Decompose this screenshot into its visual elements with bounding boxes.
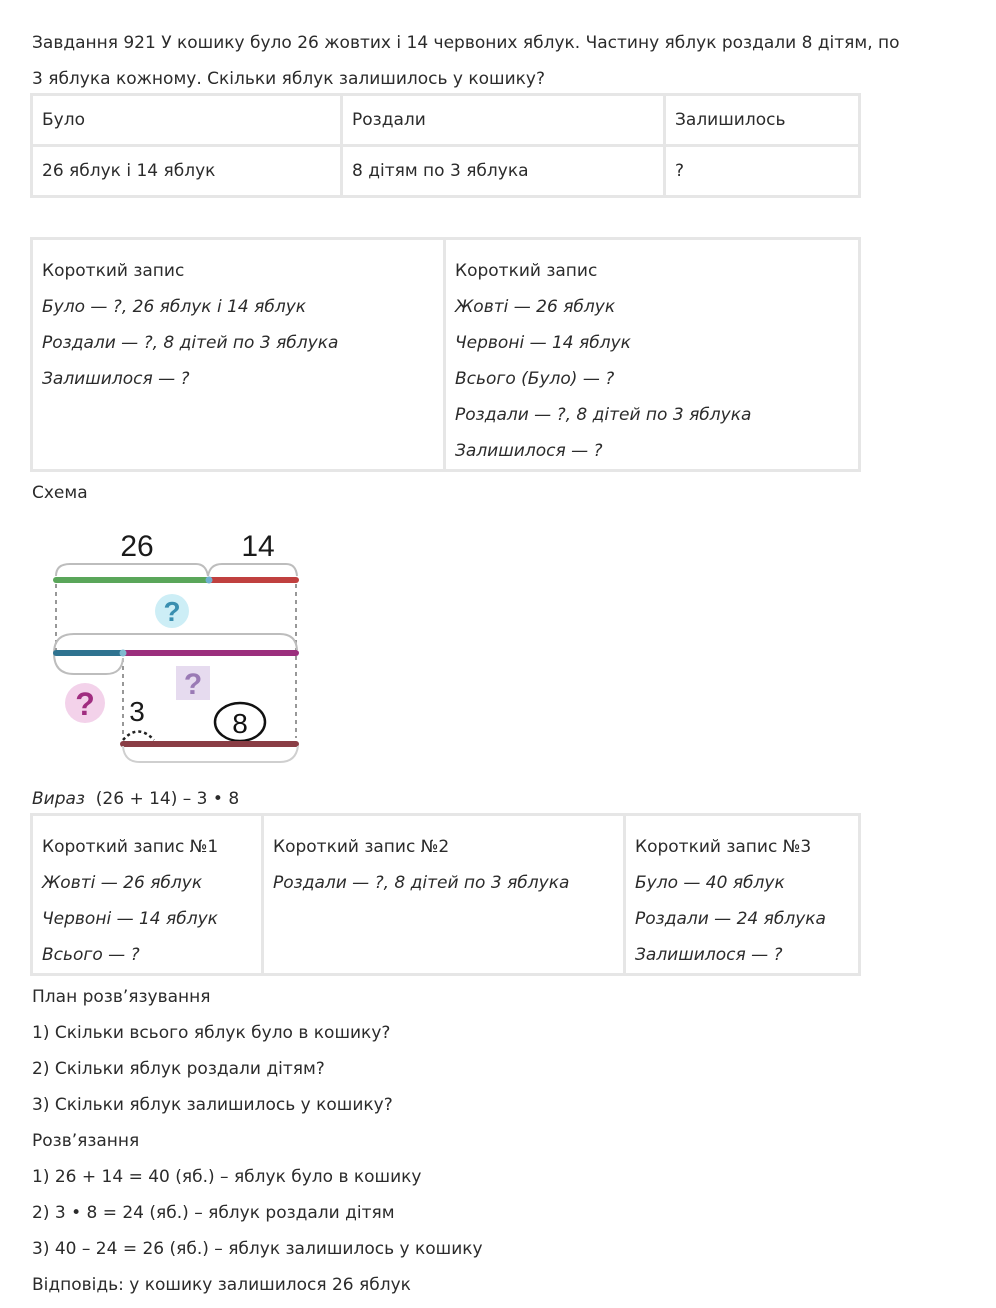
- short-note-item: Роздали — ?, 8 дітей по 3 яблука: [455, 405, 752, 425]
- short-note-item: Роздали — 24 яблука: [635, 909, 826, 929]
- short-note-cell: [32, 239, 445, 471]
- short-note-cell: [445, 239, 860, 471]
- expression-value: (26 + 14) – 3 • 8: [95, 789, 240, 809]
- segment-joint-dot-2: [120, 650, 127, 657]
- scheme-group-count: 8: [232, 708, 248, 739]
- short-note-cell: [625, 815, 860, 975]
- solution-title: Розв’язання: [32, 1131, 140, 1151]
- group-arc: [123, 732, 154, 741]
- segment-joint-dot: [206, 577, 213, 584]
- short-note-item: Залишилося — ?: [635, 945, 783, 965]
- short-note-item: Роздали — ?, 8 дітей по 3 яблука: [273, 873, 570, 893]
- expression: [32, 788, 239, 810]
- short-note-item: Було — ?, 26 яблук і 14 яблук: [42, 297, 307, 317]
- short-note-title: Короткий запис №2: [273, 837, 450, 857]
- short-note-item: Жовті — 26 яблук: [42, 873, 203, 893]
- short-note-item: Червоні — 14 яблук: [455, 333, 631, 353]
- short-note-item: Було — 40 яблук: [635, 873, 785, 893]
- scheme-group-size: 3: [129, 696, 145, 727]
- short-note-item: Роздали — ?, 8 дітей по 3 яблука: [42, 333, 339, 353]
- scheme-value-26: 26: [120, 530, 154, 563]
- task-text-line-1: Завдання 921 У кошику було 26 жовтих і 14 червоних яблук. Частину яблук роздали 8 дітям, по: [32, 33, 900, 53]
- scheme-value-14: 14: [241, 530, 275, 563]
- numbered-short-notes-table: [30, 813, 861, 976]
- short-note-item: Всього (Було) — ?: [455, 369, 615, 389]
- short-notes-table: [30, 237, 861, 472]
- short-note-item: Червоні — 14 яблук: [42, 909, 218, 929]
- scheme-label: Схема: [32, 483, 88, 503]
- expression-label: Вираз: [32, 789, 85, 809]
- short-note-title: Короткий запис: [42, 261, 185, 281]
- question-given-icon: ?: [183, 668, 203, 701]
- question-total-icon: ?: [163, 596, 181, 627]
- plan-step: 3) Скільки яблук залишилось у кошику?: [32, 1095, 393, 1115]
- plan-step: 2) Скільки яблук роздали дітям?: [32, 1059, 325, 1079]
- short-note-item: Жовті — 26 яблук: [455, 297, 616, 317]
- answer: Відповідь: у кошику залишилося 26 яблук: [32, 1275, 411, 1295]
- short-note-item: Залишилося — ?: [455, 441, 603, 461]
- brace-remaining: [54, 653, 123, 674]
- brace-14: [208, 564, 297, 576]
- table-header-row: [32, 95, 860, 146]
- plan-step: 1) Скільки всього яблук було в кошику?: [32, 1023, 391, 1043]
- short-note-item: Всього — ?: [42, 945, 140, 965]
- brace-groups: [123, 746, 298, 762]
- short-note-cell: [263, 815, 625, 975]
- short-note-title: Короткий запис №1: [42, 837, 219, 857]
- scheme-diagram: [40, 518, 310, 770]
- table-cell: 26 яблук і 14 яблук: [32, 146, 342, 197]
- short-note-item: Залишилося — ?: [42, 369, 190, 389]
- condition-table: [30, 93, 861, 198]
- solution-step: 3) 40 – 24 = 26 (яб.) – яблук залишилось у кошику: [32, 1239, 483, 1259]
- short-note-title: Короткий запис: [455, 261, 598, 281]
- table-header-cell: Було: [32, 95, 342, 146]
- table-header-cell: Роздали: [342, 95, 665, 146]
- brace-26: [56, 564, 208, 576]
- table-cell: ?: [665, 146, 860, 197]
- short-note-title: Короткий запис №3: [635, 837, 812, 857]
- task-text-line-2: 3 яблука кожному. Скільки яблук залишилось у кошику?: [32, 69, 546, 89]
- question-remaining-icon: ?: [75, 686, 95, 722]
- solution-step: 1) 26 + 14 = 40 (яб.) – яблук було в кошику: [32, 1167, 422, 1187]
- short-note-cell: [32, 815, 263, 975]
- plan-title: План розв’язування: [32, 987, 211, 1007]
- table-row: [32, 146, 860, 197]
- table-cell: 8 дітям по 3 яблука: [342, 146, 665, 197]
- table-header-cell: Залишилось: [665, 95, 860, 146]
- solution-step: 2) 3 • 8 = 24 (яб.) – яблук роздали дітям: [32, 1203, 395, 1223]
